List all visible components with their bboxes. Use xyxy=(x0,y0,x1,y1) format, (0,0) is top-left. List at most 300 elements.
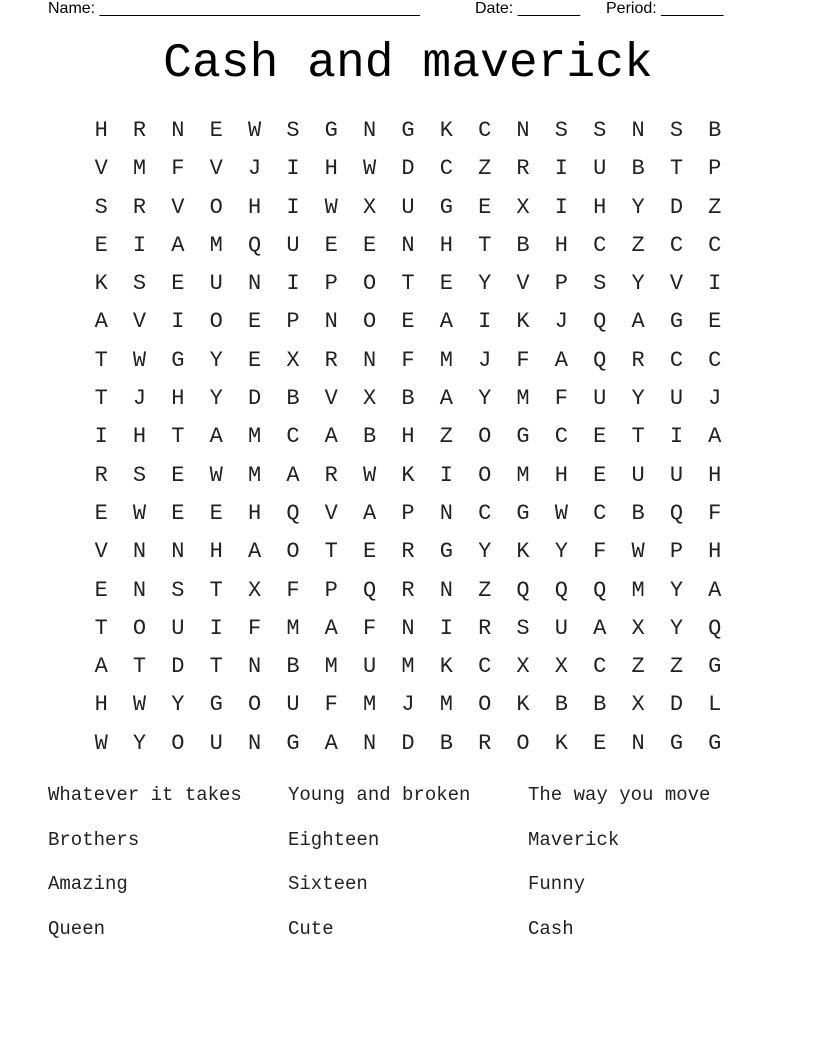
grid-letter: E xyxy=(363,232,377,258)
grid-letter: T xyxy=(209,654,223,680)
grid-letter: W xyxy=(631,539,645,565)
grid-letter: J xyxy=(708,386,722,412)
grid-letter: S xyxy=(132,462,147,488)
grid-letter: D xyxy=(247,386,262,412)
grid-letter: Z xyxy=(478,577,492,603)
grid-row xyxy=(82,154,734,192)
grid-letter: Q xyxy=(708,615,722,641)
word-search-grid xyxy=(82,116,734,767)
word-bank-item: Eighteen xyxy=(288,828,380,851)
grid-letter: S xyxy=(286,118,300,143)
grid-letter: J xyxy=(401,692,415,718)
grid-letter: K xyxy=(94,271,108,297)
grid-letter: G xyxy=(439,539,453,565)
grid-letter: S xyxy=(554,118,568,143)
grid-letter: E xyxy=(324,232,338,258)
grid-letter: U xyxy=(363,654,377,680)
grid-letter: K xyxy=(554,730,568,756)
grid-letter: Y xyxy=(631,194,645,220)
grid-letter: X xyxy=(631,615,645,641)
word-bank-item: Cash xyxy=(528,917,574,940)
grid-letter: M xyxy=(439,692,453,718)
grid-letter: E xyxy=(593,424,607,450)
grid-letter: C xyxy=(593,654,607,680)
grid-letter: M xyxy=(516,386,530,412)
grid-letter: V xyxy=(171,194,185,220)
word-bank-item: Sixteen xyxy=(288,873,368,895)
grid-letter: E xyxy=(247,347,262,373)
grid-letter: Z xyxy=(669,654,684,680)
grid-letter: B xyxy=(631,500,645,526)
grid-letter: U xyxy=(401,194,415,220)
grid-letter: M xyxy=(401,654,415,680)
grid-letter: Y xyxy=(209,347,223,373)
grid-letter: Y xyxy=(478,386,492,412)
grid-letter: O xyxy=(363,271,377,297)
grid-letter: N xyxy=(324,309,338,335)
grid-letter: R xyxy=(132,118,147,143)
grid-letter: V xyxy=(324,386,338,412)
grid-letter: Q xyxy=(593,577,607,603)
grid-letter: A xyxy=(324,424,338,450)
grid-letter: Y xyxy=(631,271,645,297)
grid-letter: W xyxy=(363,462,377,488)
grid-letter: Y xyxy=(554,539,568,565)
grid-letter: N xyxy=(247,654,262,680)
grid-letter: Z xyxy=(708,194,722,220)
grid-letter: R xyxy=(94,462,108,488)
grid-letter: U xyxy=(286,232,300,258)
grid-letter: W xyxy=(132,347,147,373)
grid-letter: G xyxy=(324,118,338,143)
grid-letter: S xyxy=(669,118,684,143)
grid-letter: H xyxy=(209,539,223,565)
grid-letter: P xyxy=(669,539,684,565)
grid-letter: R xyxy=(324,347,338,373)
grid-letter: G xyxy=(516,500,530,526)
grid-letter: A xyxy=(439,386,453,412)
grid-letter: Z xyxy=(631,654,645,680)
grid-letter: Y xyxy=(132,730,147,756)
grid-letter: I xyxy=(554,194,568,220)
grid-letter: N xyxy=(171,539,185,565)
grid-letter: C xyxy=(478,500,492,526)
grid-letter: R xyxy=(132,194,147,220)
grid-row xyxy=(82,422,734,460)
grid-letter: C xyxy=(593,232,607,258)
grid-letter: Z xyxy=(631,232,645,258)
grid-letter: I xyxy=(669,424,684,450)
grid-letter: I xyxy=(94,424,108,450)
grid-letter: G xyxy=(286,730,300,756)
grid-letter: O xyxy=(478,692,492,718)
grid-letter: R xyxy=(478,730,492,756)
word-bank xyxy=(48,782,768,960)
grid-letter: F xyxy=(247,615,262,641)
grid-letter: V xyxy=(94,156,108,182)
grid-letter: I xyxy=(171,309,185,335)
grid-letter: X xyxy=(247,577,262,603)
grid-letter: T xyxy=(631,424,645,450)
grid-letter: O xyxy=(478,462,492,488)
grid-letter: K xyxy=(439,118,453,143)
grid-letter: E xyxy=(209,118,223,143)
grid-letter: A xyxy=(94,309,108,335)
grid-letter: U xyxy=(171,615,185,641)
grid-letter: E xyxy=(94,500,108,526)
grid-letter: F xyxy=(401,347,415,373)
grid-letter: Q xyxy=(516,577,530,603)
word-bank-item: Amazing xyxy=(48,873,128,895)
grid-letter: Q xyxy=(593,309,607,335)
grid-letter: A xyxy=(94,654,108,680)
grid-letter: H xyxy=(439,232,453,258)
grid-letter: A xyxy=(171,232,185,258)
grid-row xyxy=(82,231,734,269)
grid-letter: U xyxy=(669,462,684,488)
grid-letter: N xyxy=(516,118,530,143)
grid-letter: V xyxy=(669,271,684,297)
grid-letter: Z xyxy=(439,424,453,450)
grid-row xyxy=(82,116,734,154)
grid-letter: H xyxy=(324,156,338,182)
grid-letter: A xyxy=(247,539,262,565)
grid-letter: W xyxy=(94,730,108,756)
word-bank-item: Queen xyxy=(48,917,106,940)
grid-letter: X xyxy=(363,386,377,412)
grid-letter: B xyxy=(286,654,300,680)
grid-letter: K xyxy=(516,692,530,718)
grid-letter: H xyxy=(554,462,568,488)
grid-letter: F xyxy=(171,156,185,182)
grid-letter: G xyxy=(669,309,684,335)
grid-letter: U xyxy=(209,271,223,297)
grid-letter: N xyxy=(132,539,147,565)
grid-letter: G xyxy=(439,194,453,220)
grid-letter: U xyxy=(286,692,300,718)
grid-letter: N xyxy=(363,730,377,756)
grid-letter: W xyxy=(209,462,223,488)
grid-letter: A xyxy=(593,615,607,641)
word-bank-item: Funny xyxy=(528,873,586,895)
grid-letter: P xyxy=(324,577,338,603)
grid-letter: J xyxy=(554,309,568,335)
grid-letter: U xyxy=(669,386,684,412)
grid-letter: N xyxy=(247,271,262,297)
grid-letter: W xyxy=(132,500,147,526)
grid-letter: T xyxy=(209,577,223,603)
grid-letter: S xyxy=(593,118,607,143)
grid-letter: W xyxy=(247,118,262,143)
grid-letter: H xyxy=(554,232,568,258)
grid-letter: F xyxy=(554,386,568,412)
grid-letter: U xyxy=(554,615,568,641)
grid-letter: H xyxy=(94,118,108,143)
grid-letter: I xyxy=(478,309,492,335)
grid-letter: Y xyxy=(478,539,492,565)
grid-letter: T xyxy=(324,539,338,565)
grid-letter: K xyxy=(439,654,453,680)
page-title: Cash and maverick xyxy=(163,37,653,91)
date-field: Date: _______ xyxy=(475,0,580,17)
grid-letter: Q xyxy=(286,500,300,526)
grid-letter: F xyxy=(363,615,377,641)
grid-letter: V xyxy=(209,156,223,182)
grid-letter: Y xyxy=(478,271,492,297)
grid-letter: O xyxy=(516,730,530,756)
grid-row xyxy=(82,614,734,652)
grid-letter: X xyxy=(516,194,530,220)
grid-letter: T xyxy=(171,424,185,450)
grid-letter: C xyxy=(478,118,492,143)
grid-letter: Z xyxy=(478,156,492,182)
grid-letter: A xyxy=(324,730,338,756)
grid-letter: G xyxy=(209,692,223,718)
grid-letter: Y xyxy=(631,386,645,412)
grid-letter: R xyxy=(631,347,645,373)
period-field: Period: _______ xyxy=(606,0,724,17)
grid-letter: E xyxy=(593,730,607,756)
grid-letter: A xyxy=(439,309,453,335)
grid-letter: N xyxy=(247,730,262,756)
grid-letter: H xyxy=(593,194,607,220)
grid-letter: A xyxy=(554,347,568,373)
grid-letter: E xyxy=(247,309,262,335)
grid-letter: G xyxy=(401,118,415,143)
grid-letter: N xyxy=(132,577,147,603)
grid-letter: V xyxy=(94,539,108,565)
grid-letter: E xyxy=(593,462,607,488)
grid-letter: G xyxy=(708,654,722,680)
grid-letter: E xyxy=(708,309,722,335)
grid-letter: I xyxy=(132,232,147,258)
grid-letter: U xyxy=(631,462,645,488)
grid-letter: N xyxy=(401,232,415,258)
grid-letter: B xyxy=(439,730,453,756)
grid-letter: B xyxy=(516,232,530,258)
grid-letter: D xyxy=(669,194,684,220)
grid-letter: Y xyxy=(669,577,684,603)
grid-letter: W xyxy=(324,194,338,220)
grid-letter: B xyxy=(593,692,607,718)
grid-letter: Y xyxy=(209,386,223,412)
grid-letter: O xyxy=(209,194,223,220)
grid-letter: C xyxy=(439,156,453,182)
grid-letter: S xyxy=(94,194,108,220)
grid-letter: M xyxy=(516,462,530,488)
grid-letter: P xyxy=(286,309,300,335)
grid-letter: C xyxy=(708,232,722,258)
grid-letter: T xyxy=(478,232,492,258)
grid-letter: O xyxy=(478,424,492,450)
word-bank-item: Brothers xyxy=(48,828,140,851)
grid-letter: F xyxy=(324,692,338,718)
grid-letter: K xyxy=(516,309,530,335)
word-bank-row xyxy=(48,782,768,827)
grid-letter: U xyxy=(593,156,607,182)
grid-letter: M xyxy=(247,424,262,450)
grid-letter: F xyxy=(708,500,722,526)
grid-row xyxy=(82,729,734,767)
grid-letter: N xyxy=(401,615,415,641)
grid-letter: P xyxy=(554,271,568,297)
grid-letter: A xyxy=(286,462,300,488)
grid-letter: H xyxy=(247,500,262,526)
grid-letter: O xyxy=(171,730,185,756)
grid-letter: P xyxy=(401,500,415,526)
grid-letter: Q xyxy=(363,577,377,603)
grid-letter: D xyxy=(401,156,415,182)
grid-letter: X xyxy=(516,654,530,680)
grid-letter: Q xyxy=(669,500,684,526)
grid-row xyxy=(82,193,734,231)
grid-letter: X xyxy=(631,692,645,718)
grid-letter: W xyxy=(132,692,147,718)
grid-letter: R xyxy=(478,615,492,641)
grid-letter: I xyxy=(439,462,453,488)
grid-letter: B xyxy=(554,692,568,718)
grid-letter: T xyxy=(94,615,108,641)
grid-letter: S xyxy=(593,271,607,297)
grid-letter: E xyxy=(94,577,108,603)
grid-letter: C xyxy=(708,347,722,373)
grid-letter: W xyxy=(554,500,568,526)
grid-letter: M xyxy=(363,692,377,718)
grid-row xyxy=(82,537,734,575)
grid-letter: U xyxy=(209,730,223,756)
grid-letter: B xyxy=(401,386,415,412)
grid-letter: M xyxy=(286,615,300,641)
grid-letter: H xyxy=(94,692,108,718)
grid-letter: N xyxy=(631,730,645,756)
grid-letter: C xyxy=(286,424,300,450)
grid-letter: D xyxy=(401,730,415,756)
grid-letter: R xyxy=(324,462,338,488)
grid-letter: G xyxy=(669,730,684,756)
grid-letter: E xyxy=(94,232,108,258)
grid-letter: A xyxy=(363,500,377,526)
grid-letter: S xyxy=(132,271,147,297)
grid-letter: E xyxy=(363,539,377,565)
grid-letter: B xyxy=(708,118,722,143)
grid-letter: N xyxy=(439,500,453,526)
grid-letter: E xyxy=(171,271,185,297)
grid-letter: G xyxy=(516,424,530,450)
grid-letter: O xyxy=(363,309,377,335)
grid-letter: S xyxy=(171,577,185,603)
grid-letter: A xyxy=(708,577,722,603)
grid-letter: T xyxy=(401,271,415,297)
grid-letter: V xyxy=(324,500,338,526)
grid-letter: D xyxy=(669,692,684,718)
grid-letter: E xyxy=(171,462,185,488)
grid-letter: K xyxy=(401,462,415,488)
grid-letter: U xyxy=(593,386,607,412)
word-bank-item: Cute xyxy=(288,917,334,940)
grid-letter: T xyxy=(94,347,108,373)
grid-letter: B xyxy=(363,424,377,450)
grid-letter: T xyxy=(669,156,684,182)
grid-letter: T xyxy=(132,654,147,680)
word-bank-item: Maverick xyxy=(528,828,620,851)
grid-letter: I xyxy=(439,615,453,641)
grid-letter: J xyxy=(132,386,147,412)
grid-letter: C xyxy=(593,500,607,526)
grid-letter: F xyxy=(286,577,300,603)
grid-letter: H xyxy=(708,539,722,565)
grid-letter: I xyxy=(708,271,722,297)
word-bank-item: The way you move xyxy=(528,784,711,806)
grid-letter: C xyxy=(669,232,684,258)
grid-letter: E xyxy=(478,194,492,220)
grid-letter: A xyxy=(631,309,645,335)
grid-letter: I xyxy=(554,156,568,182)
grid-letter: Q xyxy=(593,347,607,373)
grid-row xyxy=(82,346,734,384)
word-bank-row xyxy=(48,871,768,916)
grid-letter: I xyxy=(209,615,223,641)
grid-letter: C xyxy=(478,654,492,680)
word-bank-item: Young and broken xyxy=(288,784,471,806)
grid-letter: C xyxy=(669,347,684,373)
grid-letter: E xyxy=(439,271,453,297)
grid-letter: M xyxy=(247,462,262,488)
grid-letter: K xyxy=(516,539,530,565)
grid-letter: R xyxy=(401,577,415,603)
grid-letter: N xyxy=(363,118,377,143)
grid-letter: G xyxy=(171,347,185,373)
grid-letter: Y xyxy=(171,692,185,718)
word-bank-row xyxy=(48,916,768,961)
grid-letter: N xyxy=(171,118,185,143)
grid-letter: J xyxy=(478,347,492,373)
grid-letter: Q xyxy=(554,577,568,603)
grid-letter: H xyxy=(247,194,262,220)
grid-letter: M xyxy=(631,577,645,603)
grid-letter: N xyxy=(439,577,453,603)
word-bank-row xyxy=(48,827,768,872)
grid-letter: G xyxy=(708,730,722,756)
grid-letter: M xyxy=(209,232,223,258)
grid-letter: T xyxy=(94,386,108,412)
grid-letter: I xyxy=(286,156,300,182)
grid-letter: D xyxy=(171,654,185,680)
grid-letter: V xyxy=(132,309,147,335)
grid-letter: H xyxy=(708,462,722,488)
grid-letter: F xyxy=(593,539,607,565)
grid-letter: H xyxy=(401,424,415,450)
grid-letter: O xyxy=(286,539,300,565)
grid-letter: E xyxy=(209,500,223,526)
grid-letter: Y xyxy=(669,615,684,641)
grid-letter: E xyxy=(171,500,185,526)
grid-letter: A xyxy=(324,615,338,641)
grid-row xyxy=(82,499,734,537)
name-field: Name: ____________________________________ xyxy=(48,0,420,17)
grid-letter: C xyxy=(554,424,568,450)
grid-letter: P xyxy=(324,271,338,297)
grid-row xyxy=(82,576,734,614)
grid-letter: I xyxy=(286,194,300,220)
grid-letter: M xyxy=(439,347,453,373)
grid-letter: Q xyxy=(247,232,262,258)
grid-letter: X xyxy=(363,194,377,220)
grid-letter: M xyxy=(132,156,147,182)
grid-letter: B xyxy=(631,156,645,182)
grid-row xyxy=(82,652,734,690)
grid-letter: R xyxy=(516,156,530,182)
grid-letter: M xyxy=(324,654,338,680)
